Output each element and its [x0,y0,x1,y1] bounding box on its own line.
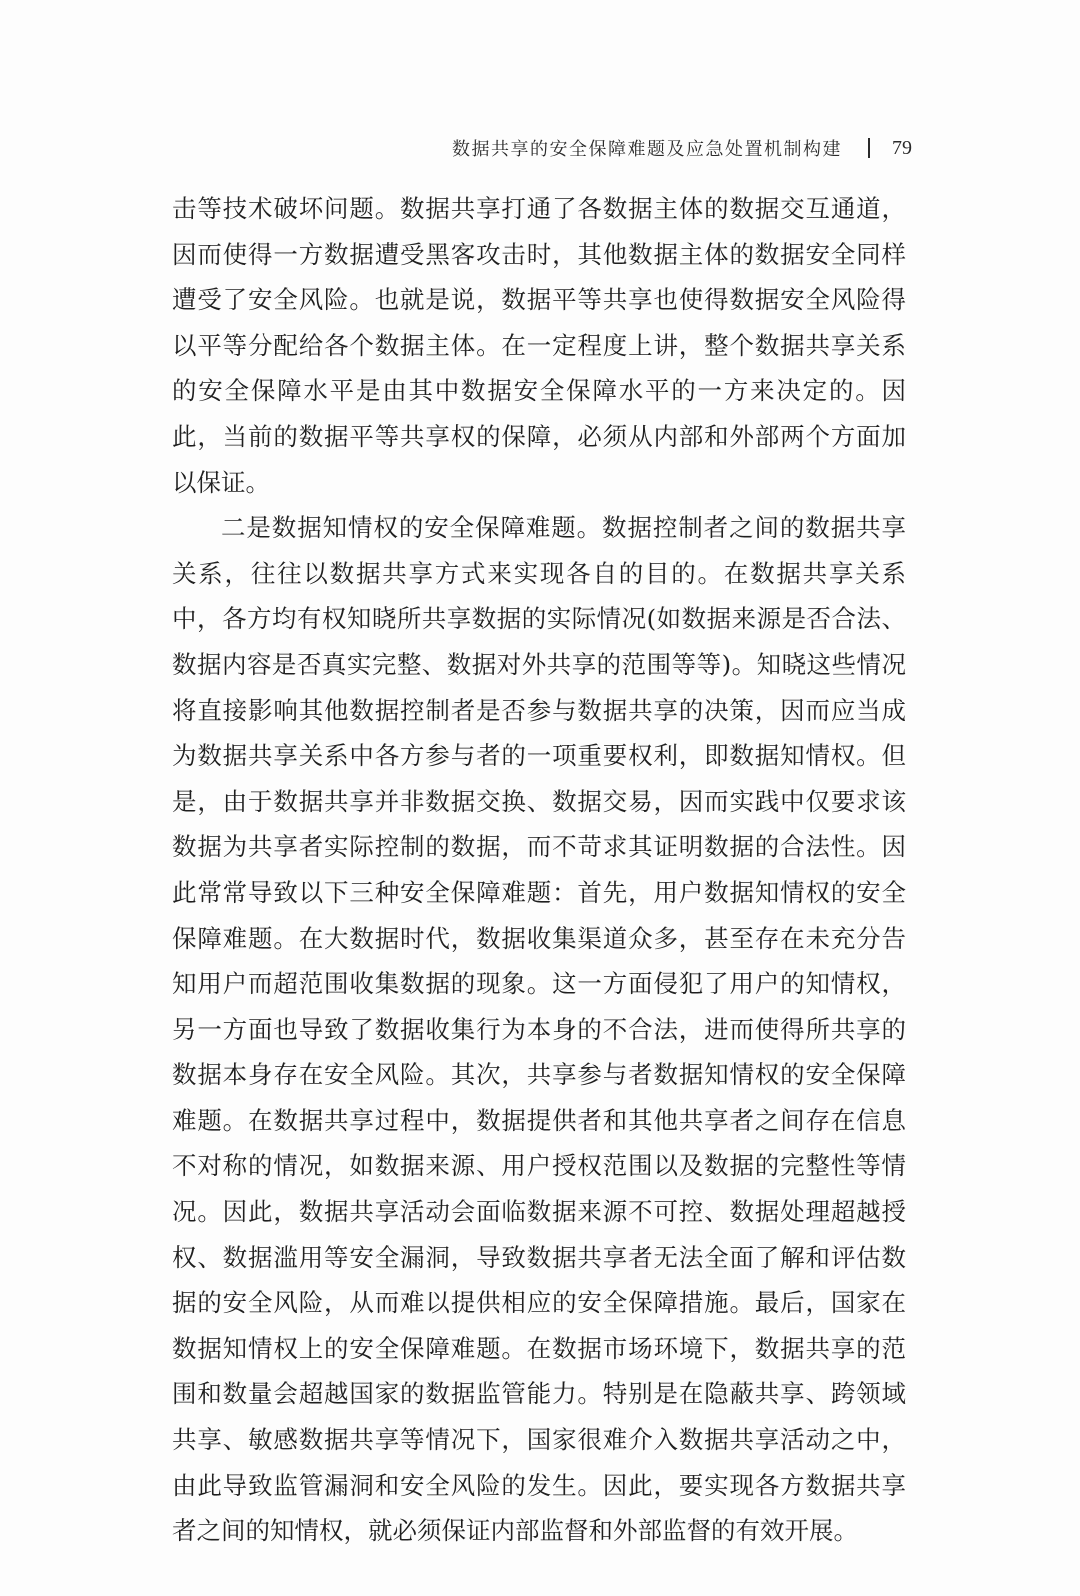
header-divider [868,138,870,158]
paragraph-data-right-to-know: 二是数据知情权的安全保障难题。数据控制者之间的数据共享关系，往往以数据共享方式来实现各自的目的。在数据共享关系中，各方均有权知晓所共享数据的实际情况(如数据来源是否合法、数据内容是否真实完整、数据对外共享的范围等等)。知晓这些情况将直接影响其他数据控制者是否参与数据共享的决策，因而应当成为数据共享关系中各方参与者的一项重要权利，即数据知情权。但是，由于数据共享并非数据交换、数据交易，因而实践中仅要求该数据为共享者实际控制的数据，而不苛求其证明数据的合法性。因此常常导致以下三种安全保障难题：首先，用户数据知情权的安全保障难题。在大数据时代，数据收集渠道众多，甚至存在未充分告知用户而超范围收集数据的现象。这一方面侵犯了用户的知情权，另一方面也导致了数据收集行为本身的不合法，进而使得所共享的数据本身存在安全风险。其次，共享参与者数据知情权的安全保障难题。在数据共享过程中，数据提供者和其他共享者之间存在信息不对称的情况，如数据来源、用户授权范围以及数据的完整性等情况。因此，数据共享活动会面临数据来源不可控、数据处理超越授权、数据滥用等安全漏洞，导致数据共享者无法全面了解和评估数据的安全风险，从而难以提供相应的安全保障措施。最后，国家在数据知情权上的安全保障难题。在数据市场环境下，数据共享的范围和数量会超越国家的数据监管能力。特别是在隐蔽共享、跨领域共享、敏感数据共享等情况下，国家很难介入数据共享活动之中，由此导致监管漏洞和安全风险的发生。因此，要实现各方数据共享者之间的知情权，就必须保证内部监督和外部监督的有效开展。 [172,513,906,1546]
chapter-title: 数据共享的安全保障难题及应急处置机制构建 [452,139,842,160]
body-text [172,186,906,1554]
running-header [452,133,912,163]
page-number: 79 [892,136,912,159]
paragraph-continued: 击等技术破坏问题。数据共享打通了各数据主体的数据交互通道，因而使得一方数据遭受黑客攻击时，其他数据主体的数据安全同样遭受了安全风险。也就是说，数据平等共享也使得数据安全风险得以平等分配给各个数据主体。在一定程度上讲，整个数据共享关系的安全保障水平是由其中数据安全保障水平的一方来决定的。因此，当前的数据平等共享权的保障，必须从内部和外部两个方面加以保证。 [172,194,906,497]
